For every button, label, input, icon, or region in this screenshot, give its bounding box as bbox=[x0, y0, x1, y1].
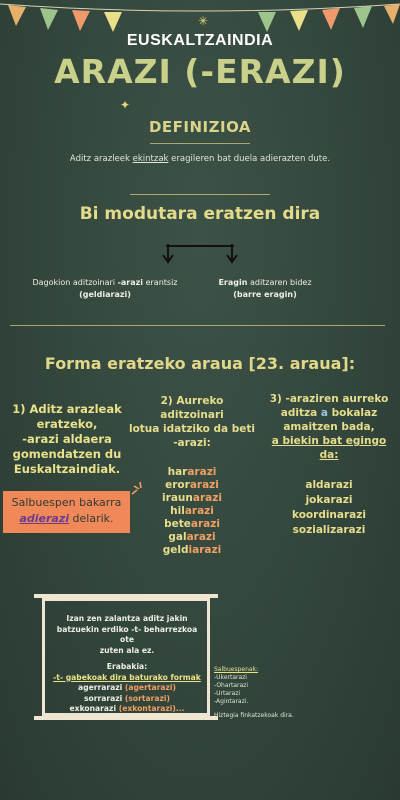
mode-eragin-part: aditzaren bidez bbox=[247, 278, 312, 287]
mode-suffix-text bbox=[20, 277, 190, 301]
list-item: -Ohartarazi bbox=[214, 682, 248, 689]
decision-text: -t- gabekoak dira baturako formak bbox=[53, 672, 201, 682]
list-item: -Agintarazi. bbox=[214, 698, 249, 705]
definition-heading: DEFINIZIOA bbox=[148, 118, 252, 136]
rule-3-line: 3) -araziren aurreko bbox=[269, 393, 389, 405]
branch-arrows-icon bbox=[160, 236, 240, 266]
exception-text: delarik. bbox=[69, 512, 114, 525]
rule-3-word-list bbox=[262, 478, 396, 538]
rule-1-line: eratzeko, bbox=[36, 417, 98, 431]
brand-title: EUSKALTZAINDIA bbox=[126, 32, 274, 49]
star-icon: ✦ bbox=[120, 98, 131, 112]
rule-1-line: gomendatzen du bbox=[12, 447, 122, 461]
rule-column-2 bbox=[128, 394, 256, 557]
rule-heading: Forma eratzeko araua [23. araua]: bbox=[44, 354, 356, 373]
rule-2-line: 2) Aurreko aditzoinari bbox=[160, 395, 224, 421]
rule-1-line: Euskaltzaindiak. bbox=[13, 462, 121, 476]
list-item: aldarazi bbox=[305, 479, 353, 491]
exceptions-note bbox=[214, 666, 304, 706]
rule-2-line: -arazi: bbox=[173, 437, 211, 449]
list-item: iraunarazi bbox=[162, 492, 222, 504]
frame-bottom-rail bbox=[34, 716, 218, 720]
rule-column-3 bbox=[262, 392, 396, 538]
list-item: galarazi bbox=[168, 531, 216, 543]
mode-eragin-example: (barre eragin) bbox=[233, 290, 297, 299]
mode-eragin-text bbox=[200, 277, 330, 301]
exceptions-footer: Hiztegia finkatzekoak dira. bbox=[214, 712, 294, 719]
rule-3-line: aditza a bokalaz bbox=[280, 407, 378, 419]
list-item: sozializarazi bbox=[292, 524, 366, 536]
mode-suffix-part: erantsiz bbox=[143, 278, 178, 287]
rule-2-line: lotua idatziko da beti bbox=[128, 423, 256, 435]
definition-text bbox=[20, 154, 380, 164]
list-item: jokarazi bbox=[305, 494, 353, 506]
list-item: -Ukertarazi bbox=[214, 674, 247, 681]
list-item: koordinarazi bbox=[292, 509, 366, 521]
mode-suffix-example: (geldiarazi) bbox=[79, 290, 131, 299]
question-line: batzuekin erdiko -t- beharrezkoa ote bbox=[56, 624, 198, 644]
definition-text-part: Aditz arazleek bbox=[69, 154, 133, 164]
rule-1-line: 1) Aditz arazleak bbox=[12, 402, 122, 416]
rule-2-word-list bbox=[128, 466, 256, 557]
example-line: agerrarazi (agertarazi) bbox=[78, 683, 176, 692]
example-line: sorrarazi (sortarazi) bbox=[84, 693, 170, 703]
list-item: betearazi bbox=[164, 518, 220, 530]
rule-3-line: amaitzen bada, bbox=[283, 421, 375, 433]
decision-label: Erabakia: bbox=[106, 662, 148, 671]
rule-1-line: -arazi aldaera bbox=[22, 432, 112, 446]
divider bbox=[150, 143, 250, 144]
mode-eragin-keyword: Eragin bbox=[218, 278, 248, 287]
definition-text-part: eragileren bat duela adierazten dute. bbox=[168, 154, 331, 164]
question-line: Izan zen zalantza aditz jakin bbox=[66, 614, 188, 623]
page-title: ARAZI (-ERAZI) bbox=[54, 52, 346, 91]
mode-suffix-keyword: -arazi bbox=[117, 278, 144, 287]
star-icon: ✳ bbox=[198, 14, 209, 28]
divider bbox=[10, 325, 385, 326]
divider bbox=[130, 194, 270, 195]
list-item: hararazi bbox=[167, 466, 217, 478]
question-line: zuten ala ez. bbox=[99, 645, 155, 655]
example-line: exkonarazi (exkontarazi)... bbox=[69, 704, 185, 713]
list-item: erorarazi bbox=[165, 479, 219, 491]
question-text bbox=[52, 614, 202, 715]
list-item: hilarazi bbox=[170, 505, 214, 517]
rule-3-line: a biekin bat egingo da: bbox=[271, 435, 387, 461]
rule-column-1 bbox=[8, 402, 126, 477]
list-item: geldiarazi bbox=[162, 544, 222, 556]
definition-keyword: ekintzak bbox=[132, 154, 169, 164]
exception-box bbox=[3, 491, 130, 533]
mode-suffix-part: Dagokion aditzoinari bbox=[32, 278, 118, 287]
exception-text: Salbuespen bakarra bbox=[11, 496, 122, 509]
list-item: -Urtarazi bbox=[214, 690, 241, 697]
exceptions-label: Salbuespenak: bbox=[214, 666, 259, 673]
modes-heading: Bi modutara eratzen dira bbox=[79, 204, 321, 224]
exception-word: adierazi bbox=[19, 512, 70, 525]
